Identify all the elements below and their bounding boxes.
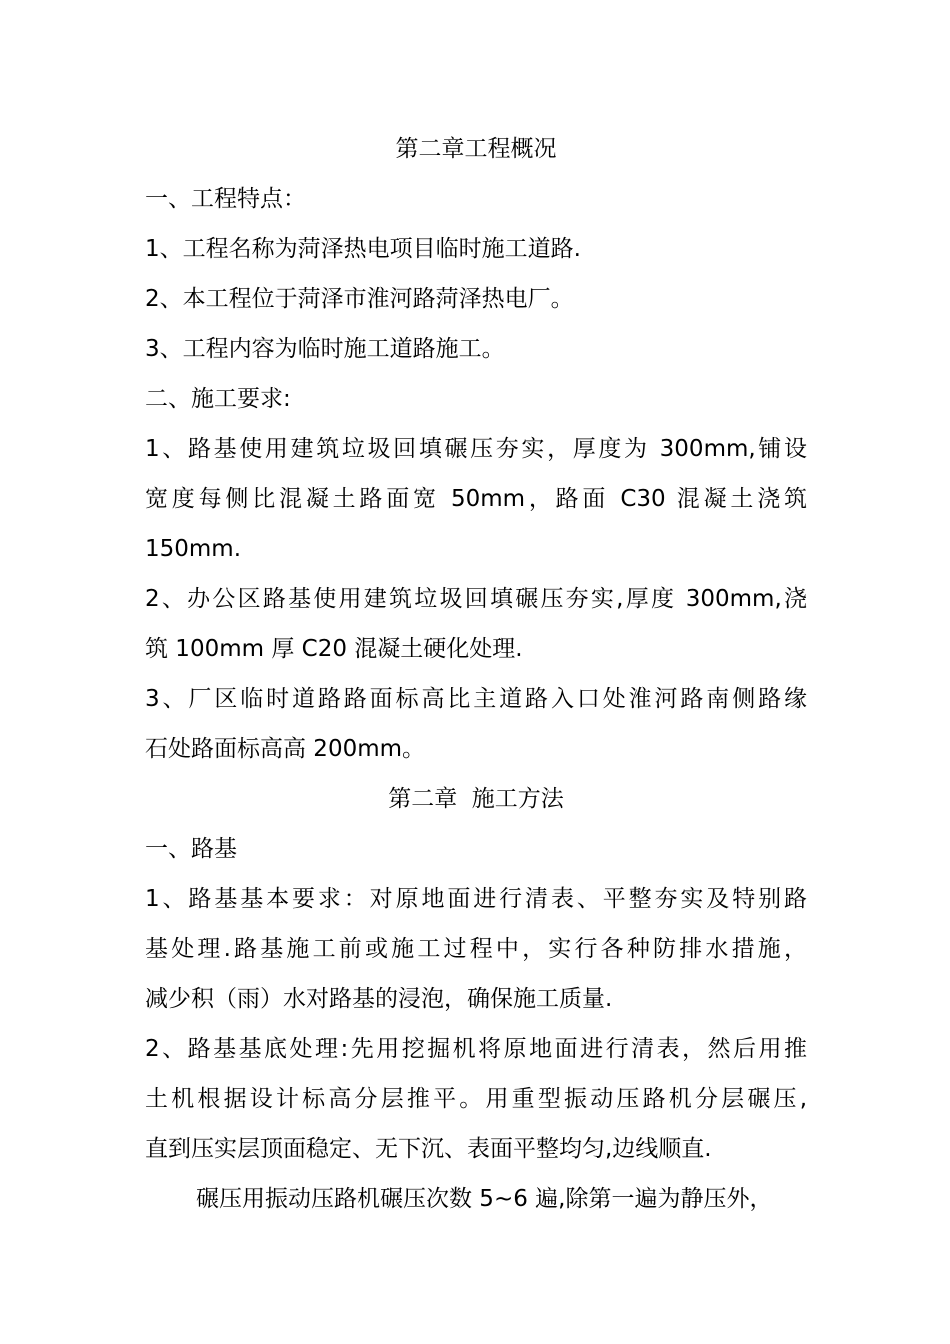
chapter-title: 第二章工程概况	[395, 136, 557, 162]
paragraph-line: 3、厂区临时道路路面标高比主道路入口处淮河路南侧路缘	[145, 686, 807, 712]
chapter-title: 第二章 施工方法	[388, 786, 564, 812]
paragraph-line: 土机根据设计标高分层推平。用重型振动压路机分层碾压,	[145, 1086, 807, 1112]
paragraph-line: 1、路基基本要求：对原地面进行清表、平整夯实及特别路	[145, 886, 807, 912]
paragraph-line: 1、工程名称为菏泽热电项目临时施工道路.	[145, 236, 581, 262]
paragraph-line: 2、办公区路基使用建筑垃圾回填碾压夯实,厚度 300mm,浇	[145, 586, 807, 612]
paragraph-line: 基处理.路基施工前或施工过程中，实行各种防排水措施，	[145, 936, 807, 962]
section-heading: 一、路基	[145, 836, 237, 862]
paragraph-line: 宽度每侧比混凝土路面宽 50mm，路面 C30 混凝土浇筑	[145, 486, 807, 512]
paragraph-line: 筑 100mm 厚 C20 混凝土硬化处理.	[145, 636, 523, 662]
paragraph-line: 1、路基使用建筑垃圾回填碾压夯实，厚度为 300mm,铺设	[145, 436, 807, 462]
section-heading: 一、工程特点：	[145, 186, 306, 212]
paragraph-line: 碾压用振动压路机碾压次数 5~6 遍,除第一遍为静压外，	[196, 1186, 773, 1212]
paragraph-line: 2、本工程位于菏泽市淮河路菏泽热电厂。	[145, 286, 574, 312]
paragraph-line: 石处路面标高高 200mm。	[145, 736, 426, 762]
paragraph-line: 2、路基基底处理:先用挖掘机将原地面进行清表，然后用推	[145, 1036, 807, 1062]
paragraph-line: 150mm.	[145, 536, 242, 562]
paragraph-line: 直到压实层顶面稳定、无下沉、表面平整均匀,边线顺直.	[145, 1136, 712, 1162]
paragraph-line: 减少积（雨）水对路基的浸泡，确保施工质量.	[145, 986, 613, 1012]
paragraph-line: 3、工程内容为临时施工道路施工。	[145, 336, 505, 362]
document-body	[145, 124, 807, 1224]
section-heading: 二、施工要求:	[145, 386, 291, 412]
